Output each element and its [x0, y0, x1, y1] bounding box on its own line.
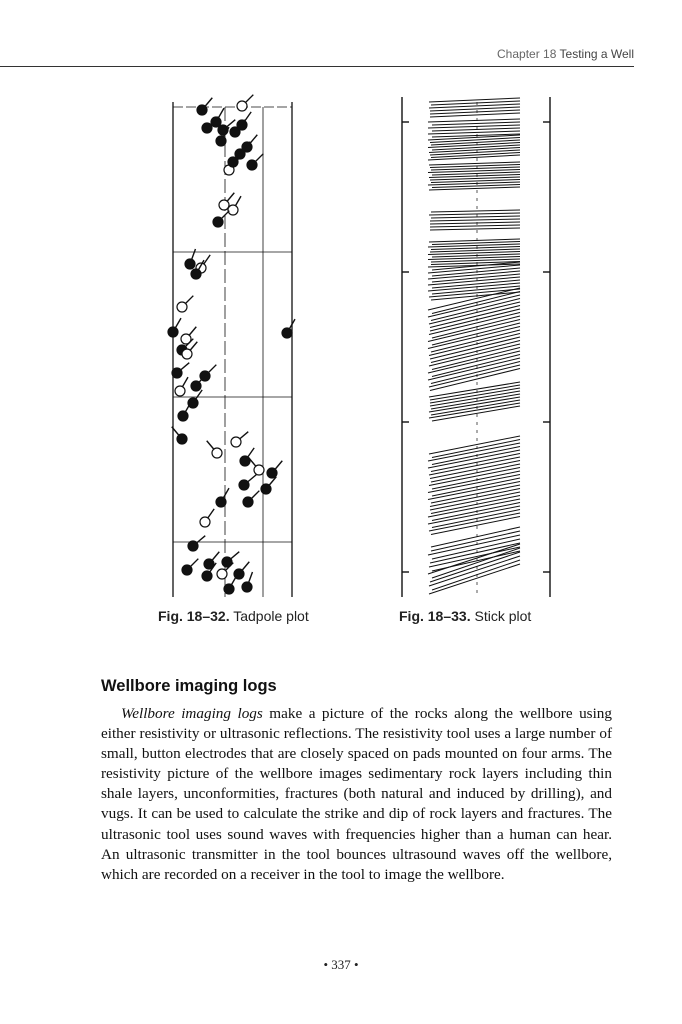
- dip-stick: [432, 471, 520, 489]
- section-heading: Wellbore imaging logs: [101, 677, 277, 695]
- figure-caption-tadpole: [158, 608, 309, 624]
- dip-stick: [431, 400, 520, 415]
- dip-stick: [432, 145, 520, 150]
- figure-number: Fig. 18–32.: [158, 608, 230, 624]
- dip-stick: [432, 447, 520, 465]
- tadpole-dot-filled: [240, 456, 250, 466]
- chapter-label: Chapter 18: [497, 47, 557, 61]
- header-rule: [0, 66, 634, 67]
- tadpole-dot-filled: [282, 328, 292, 338]
- tadpole-plot-figure: [155, 92, 315, 602]
- dip-stick: [428, 143, 520, 148]
- tadpole-dot-filled: [218, 125, 228, 135]
- tadpole-dot-open: [254, 465, 264, 475]
- dip-stick: [429, 468, 520, 486]
- tadpole-dot-open: [231, 437, 241, 447]
- dip-stick: [429, 313, 520, 335]
- dip-stick: [431, 517, 520, 535]
- tadpole-dot-open: [237, 101, 247, 111]
- tadpole-plot: [155, 92, 315, 602]
- dip-stick: [428, 320, 520, 342]
- tadpole-dot-filled: [202, 571, 212, 581]
- tadpole-dot-open: [217, 569, 227, 579]
- tadpole-dot-filled: [239, 480, 249, 490]
- dip-stick: [430, 219, 520, 221]
- dip-stick: [429, 344, 520, 366]
- figure-number: Fig. 18–33.: [399, 608, 471, 624]
- dip-stick: [432, 503, 520, 521]
- dip-stick: [430, 150, 520, 155]
- tadpole-dot-filled: [191, 381, 201, 391]
- dip-stick: [430, 489, 520, 507]
- figure-caption-text: Stick plot: [474, 608, 532, 624]
- dip-stick: [431, 394, 520, 409]
- dip-stick: [430, 461, 520, 479]
- tadpole-dot-filled: [197, 105, 207, 115]
- tadpole-dot-filled: [216, 136, 226, 146]
- tadpole-dot-filled: [202, 123, 212, 133]
- dip-stick: [432, 128, 520, 131]
- dip-stick: [431, 454, 520, 472]
- dip-stick: [429, 457, 520, 475]
- dip-stick: [430, 306, 520, 328]
- dip-stick: [429, 397, 520, 412]
- tadpole-dot-filled: [188, 541, 198, 551]
- page-number: • 337 •: [323, 957, 359, 972]
- tadpole-dot-open: [177, 302, 187, 312]
- stick-plot-figure: [395, 92, 560, 602]
- tadpole-dot-filled: [228, 157, 238, 167]
- dip-stick: [432, 440, 520, 458]
- dip-stick: [430, 337, 520, 359]
- dip-stick: [429, 213, 520, 215]
- dip-stick: [429, 436, 520, 454]
- dip-stick: [431, 496, 520, 514]
- term-italic: Wellbore imaging logs: [121, 705, 263, 722]
- dip-stick: [429, 513, 520, 531]
- tadpole-dot-filled: [177, 434, 187, 444]
- tadpole-dot-open: [212, 448, 222, 458]
- running-header: [497, 47, 634, 61]
- dip-stick: [432, 355, 520, 377]
- dip-stick: [431, 216, 520, 218]
- tadpole-dot-filled: [216, 497, 226, 507]
- figure-caption-stick: [399, 608, 531, 624]
- tadpole-dot-open: [219, 200, 229, 210]
- tadpole-dot-filled: [172, 368, 182, 378]
- dip-stick: [432, 406, 520, 421]
- dip-stick: [428, 351, 520, 373]
- body-paragraph: [101, 704, 612, 885]
- paragraph-text: make a picture of the rocks along the wellbore using either resistivity or ultrasonic reflections. The resistivity tool uses a large number of small, button electrodes that are closely spaced on pads mounted on four arms. The resistivity picture of the wellbore images sedimentary rock layers including thin shale layers, unconformities, fractures (both natural and induced by drilling), and vugs. It can be used to calculate the strike and dip of rock layers and fractures. The ultrasonic tool uses sound waves with frequencies higher than a human can hear. An ultrasonic transmitter in the tool bounces ultrasound waves off the wellbore, which are recorded on a receiver in the tool to image the wellbore.: [101, 705, 612, 883]
- tadpole-dot-filled: [267, 468, 277, 478]
- tadpole-dot-filled: [243, 497, 253, 507]
- tadpole-dot-filled: [224, 584, 234, 594]
- dip-stick: [429, 382, 520, 397]
- dip-stick: [428, 475, 520, 493]
- dip-stick: [431, 153, 520, 158]
- dip-stick: [428, 119, 520, 122]
- tadpole-dot-open: [175, 386, 185, 396]
- dip-stick: [430, 388, 520, 403]
- chapter-title: Testing a Well: [559, 47, 634, 61]
- tadpole-dot-filled: [168, 327, 178, 337]
- dip-stick: [432, 478, 520, 496]
- tadpole-dot-filled: [191, 269, 201, 279]
- dip-stick: [428, 295, 520, 317]
- dip-stick: [432, 560, 520, 590]
- dip-stick: [431, 362, 520, 384]
- dip-stick: [432, 510, 520, 528]
- figure-caption-text: Tadpole plot: [233, 608, 309, 624]
- dip-stick: [428, 131, 520, 134]
- stick-plot: [395, 92, 560, 602]
- dip-stick: [430, 391, 520, 406]
- tadpole-dot-filled: [185, 259, 195, 269]
- dip-stick: [430, 228, 520, 230]
- dip-stick: [432, 292, 520, 314]
- dip-stick: [431, 485, 520, 503]
- dip-stick: [428, 506, 520, 524]
- dip-stick: [428, 450, 520, 468]
- dip-stick: [428, 443, 520, 461]
- tadpole-dot-filled: [178, 411, 188, 421]
- dip-stick: [429, 403, 520, 418]
- dip-stick: [430, 225, 520, 227]
- dip-stick: [431, 464, 520, 482]
- tadpole-dot-filled: [230, 127, 240, 137]
- tadpole-dot-filled: [213, 217, 223, 227]
- tadpole-dot-filled: [182, 565, 192, 575]
- dip-stick: [432, 323, 520, 345]
- dip-stick: [428, 125, 520, 128]
- tadpole-dot-filled: [188, 398, 198, 408]
- dip-stick: [431, 210, 520, 212]
- tadpole-dot-open: [182, 349, 192, 359]
- tadpole-dot-filled: [247, 160, 257, 170]
- tadpole-dot-filled: [242, 582, 252, 592]
- dip-stick: [432, 122, 520, 125]
- dip-stick: [429, 148, 520, 153]
- dip-stick: [431, 527, 520, 547]
- dip-stick: [430, 138, 520, 143]
- dip-stick: [428, 155, 520, 160]
- dip-stick: [430, 222, 520, 224]
- tadpole-dot-open: [228, 205, 238, 215]
- dip-stick: [428, 482, 520, 500]
- dip-stick: [431, 140, 520, 145]
- dip-stick: [428, 327, 520, 349]
- tadpole-dot-filled: [261, 484, 271, 494]
- tadpole-dot-open: [200, 517, 210, 527]
- dip-stick: [431, 299, 520, 321]
- dip-stick: [428, 358, 520, 380]
- dip-stick: [431, 330, 520, 352]
